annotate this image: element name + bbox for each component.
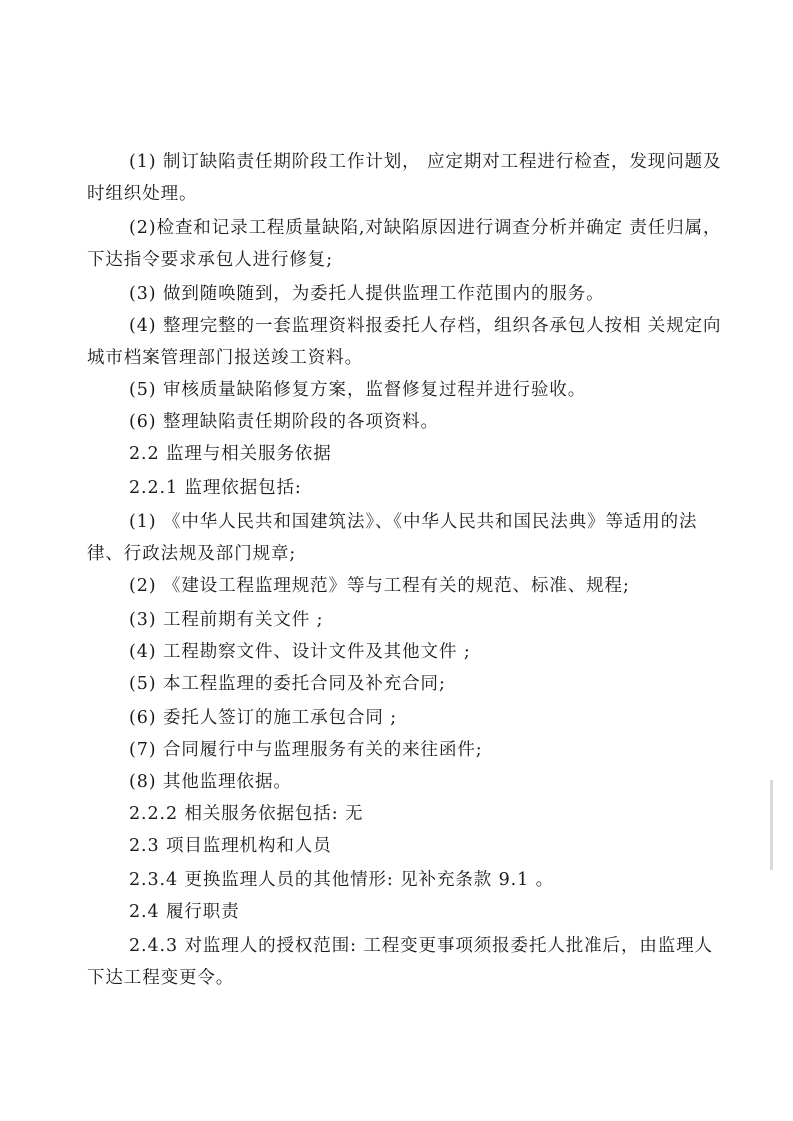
- text-line: (5) 本工程监理的委托合同及补充合同;: [129, 674, 446, 694]
- text-line: 下达工程变更令。: [87, 968, 235, 988]
- text-line: (8) 其他监理依据。: [129, 772, 292, 792]
- text-line: (6) 委托人签订的施工承包合同 ;: [129, 708, 398, 728]
- subsection-heading: 2.2.1 监理依据包括:: [129, 478, 302, 498]
- text-line: (7) 合同履行中与监理服务有关的来往函件;: [129, 740, 483, 760]
- text-line: (4) 整理完整的一套监理资料报委托人存档，组织各承包人按相 关规定向: [129, 316, 722, 336]
- text-line: (2) 《建设工程监理规范》等与工程有关的规范、标准、规程;: [129, 576, 630, 596]
- subsection-heading: 2.2.2 相关服务依据包括: 无: [129, 804, 364, 824]
- text-line: 城市档案管理部门报送竣工资料。: [87, 348, 363, 368]
- text-line: 下达指令要求承包人进行修复;: [87, 250, 333, 270]
- text-line: (3) 工程前期有关文件 ;: [129, 610, 324, 630]
- section-heading: 2.2 监理与相关服务依据: [129, 444, 332, 464]
- text-line: (6) 整理缺陷责任期阶段的各项资料。: [129, 412, 439, 432]
- section-heading: 2.3 项目监理机构和人员: [129, 836, 332, 856]
- text-line: (1) 《中华人民共和国建筑法》、《中华人民共和国民法典》等适用的法: [129, 512, 698, 532]
- text-line: (5) 审核质量缺陷修复方案，监督修复过程并进行验收。: [129, 380, 587, 400]
- text-line: 时组织处理。: [87, 184, 198, 204]
- text-line: (2)检查和记录工程质量缺陷,对缺陷原因进行调查分析并确定 责任归属，: [129, 218, 722, 238]
- section-heading: 2.4 履行职责: [129, 902, 240, 922]
- text-line: 律、行政法规及部门规章;: [87, 544, 297, 564]
- text-line: (1) 制订缺陷责任期阶段工作计划， 应定期对工程进行检查，发现问题及: [129, 152, 722, 172]
- scan-artifact: [770, 780, 773, 870]
- subsection-heading: 2.4.3 对监理人的授权范围: 工程变更事项须报委托人批准后，由监理人: [129, 936, 713, 956]
- subsection-heading: 2.3.4 更换监理人员的其他情形: 见补充条款 9.1 。: [129, 870, 555, 890]
- text-line: (4) 工程勘察文件、设计文件及其他文件 ;: [129, 642, 471, 662]
- text-line: (3) 做到随唤随到，为委托人提供监理工作范围内的服务。: [129, 284, 605, 304]
